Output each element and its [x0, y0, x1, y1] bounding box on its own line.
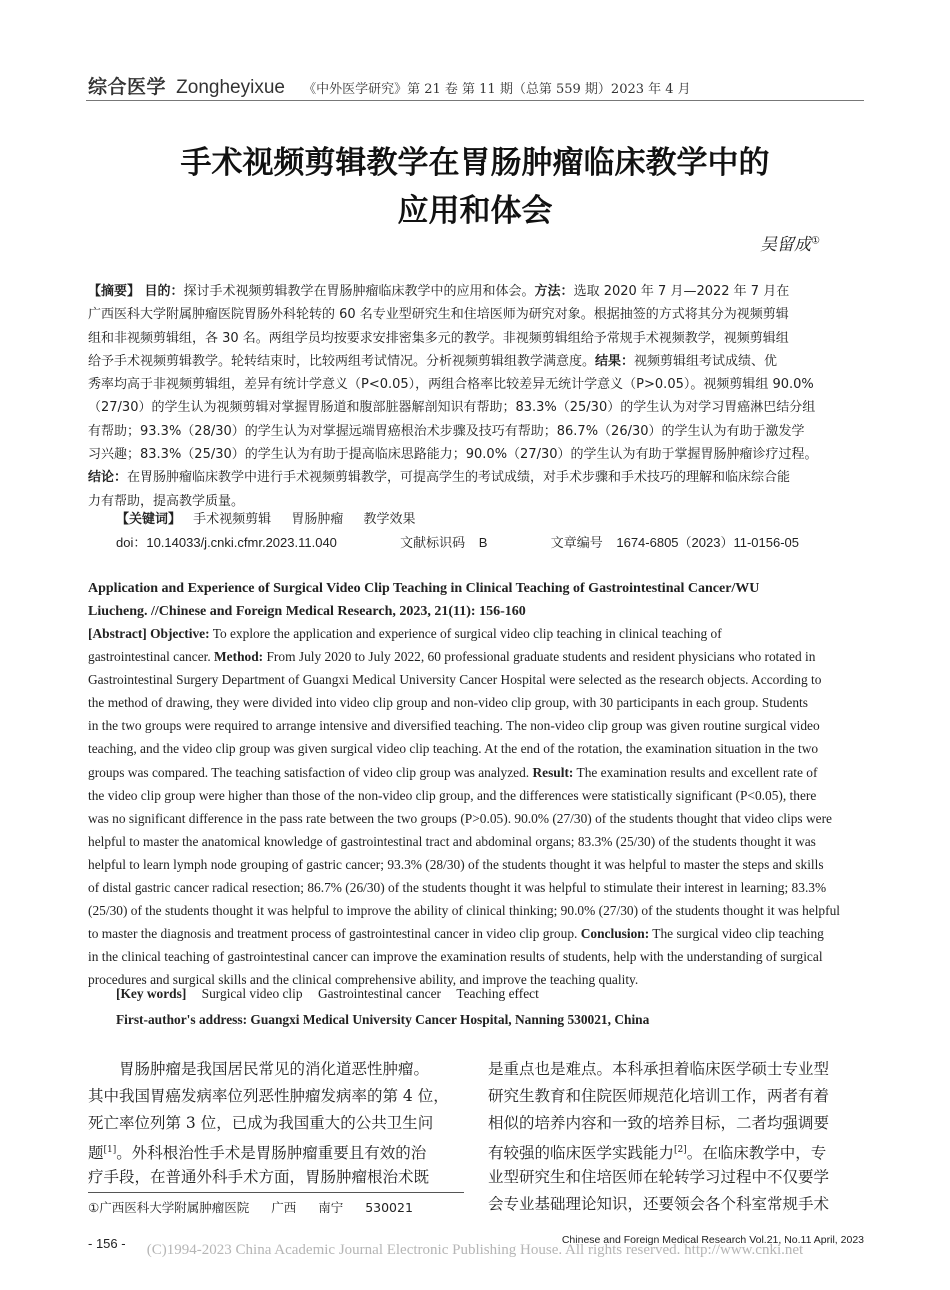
abstract-cn-line-9: 结论：在胃肠肿瘤临床教学中进行手术视频剪辑教学，可提高学生的考试成绩，对手术步骤和手术技巧的理解和临床综合能 — [88, 470, 791, 486]
keyword-cn-2: 胃肠肿瘤 — [291, 512, 344, 527]
abstract-en-line-8: the video clip group were higher than those of the non-video clip group, and the differences were statistically significant (P<0.05), there — [88, 787, 817, 803]
abstract-cn-line-5: 秀率均高于非视频剪辑组，差异有统计学意义（P<0.05），两组合格率比较差异无统计学意义（P>0.05）。视频剪辑组 90.0% — [88, 377, 814, 393]
author-name: 吴留成 — [760, 235, 812, 255]
abstract-en-line-11: helpful to learn lymph node grouping of gastric cancer; 93.3% (28/30) of the students thought it was helpful to master the steps and skills — [88, 856, 824, 872]
running-header — [88, 72, 868, 99]
body-column-right — [488, 1056, 864, 1218]
abstract-cn-line-1: 【摘要】 目的：探讨手术视频剪辑教学在胃肠肿瘤临床教学中的应用和体会。方法：选取 2020 年 7 月—2022 年 7 月在 — [88, 284, 790, 299]
keyword-cn-3: 教学效果 — [363, 512, 416, 527]
abstract-cn-line-6: （27/30）的学生认为视频剪辑对掌握胃肠道和腹部脏器解剖知识有帮助；83.3%（25/30）的学生认为对学习胃癌淋巴结分组 — [88, 400, 816, 416]
body-left-line-3: 死亡率位列第 3 位，已成为我国重大的公共卫生问 — [88, 1114, 434, 1132]
abstract-cn-line-2: 广西医科大学附属肿瘤医院胃肠外科轮转的 60 名专业型研究生和住培医师为研究对象。根据抽签的方式将其分为视频剪辑 — [88, 307, 789, 323]
header-rule — [86, 100, 864, 101]
abstract-en-line-3: Gastrointestinal Surgery Department of Guangxi Medical University Cancer Hospital were selected as the research objects. According to — [88, 672, 822, 688]
body-right-line-1: 是重点也是难点。本科承担着临床医学硕士专业型 — [488, 1060, 830, 1078]
keywords-cn — [116, 508, 431, 527]
section-name-cn: 综合医学 — [88, 76, 167, 98]
keywords-en-label: [Key words] — [116, 986, 187, 1001]
body-left-line-5: 疗手段，在普通外科手术方面，胃肠肿瘤根治术既 — [88, 1168, 430, 1186]
abstract-en — [88, 622, 864, 992]
english-title-line-1: Application and Experience of Surgical Video Clip Teaching in Clinical Teaching of Gastrointestinal Cancer/WU — [88, 581, 760, 596]
keywords-en — [116, 986, 864, 1002]
section-name-en: Zongheyixue — [176, 77, 285, 98]
page-number: - 156 - — [88, 1236, 126, 1251]
citation-ref: [1] — [103, 1145, 117, 1155]
footer-journal-info: Chinese and Foreign Medical Research Vol.21, No.11 April, 2023 — [561, 1234, 864, 1246]
abstract-en-line-9: was no significant difference in the pass rate between the two groups (P>0.05). 90.0% (27/30) of the students thought that video clips were — [88, 810, 832, 826]
article-title-line-1: 手术视频剪辑教学在胃肠肿瘤临床教学中的 — [180, 145, 770, 181]
article-number: 1674-6805（2023）11-0156-05 — [616, 535, 799, 550]
english-title-line-2: Liucheng. //Chinese and Foreign Medical Research, 2023, 21(11): 156-160 — [88, 604, 526, 619]
doi-line — [116, 532, 799, 551]
journal-issue-info: 《中外医学研究》第 21 卷 第 11 期（总第 559 期）2023 年 4 月 — [303, 82, 691, 97]
author — [760, 230, 820, 255]
abstract-en-line-5: in the two groups were required to arrange intensive and diversified teaching. The non-video clip group was given routine surgical video — [88, 718, 820, 734]
abstract-cn-line-10: 力有帮助，提高教学质量。 — [88, 493, 245, 509]
body-column-left — [88, 1056, 464, 1191]
body-right-line-6: 会专业基础理论知识，还要领会各个科室常规手术 — [488, 1195, 830, 1213]
copyright-watermark: (C)1994-2023 China Academic Journal Electronic Publishing House. All rights reserved. http://www.cnki.net — [146, 1242, 804, 1258]
keyword-en-1: Surgical video clip — [201, 986, 303, 1001]
doc-code-label: 文献标识码 — [400, 536, 466, 551]
abstract-en-line-14: to master the diagnosis and treatment process of gastrointestinal cancer in video clip group. Conclusion: The surgical video clip teaching — [88, 926, 824, 942]
keyword-en-2: Gastrointestinal cancer — [317, 986, 442, 1001]
abstract-en-line-15: in the clinical teaching of gastrointestinal cancer can improve the examination results of students, help with the understanding of surgical — [88, 949, 823, 965]
body-left-line-4: 题[1]。外科根治性手术是胃肠肿瘤重要且有效的治 — [88, 1144, 427, 1163]
footnote-province: 广西 — [271, 1200, 297, 1215]
abstract-en-line-4: the method of drawing, they were divided into video clip group and non-video clip group, with 30 participants in each group. Students — [88, 695, 808, 711]
citation-ref: [2] — [674, 1145, 687, 1155]
body-right-line-4: 有较强的临床医学实践能力[2]。在临床教学中，专 — [488, 1144, 827, 1163]
abstract-en-line-16: procedures and surgical skills and the clinical comprehensive ability, and improve the teaching quality. — [88, 972, 639, 988]
body-left-line-2: 其中我国胃癌发病率位列恶性肿瘤发病率的第 4 位， — [88, 1087, 449, 1105]
abstract-en-line-7: groups was compared. The teaching satisfaction of video clip group was analyzed. Result: The examination results and excellent rate of — [88, 764, 818, 780]
body-right-line-3: 相似的培养内容和一致的培养目标，二者均强调要 — [488, 1114, 830, 1132]
footnote-affiliation: ①广西医科大学附属肿瘤医院 — [88, 1200, 250, 1215]
body-left-line-1: 胃肠肿瘤是我国居民常见的消化道恶性肿瘤。 — [88, 1060, 430, 1078]
abstract-en-line-13: (25/30) of the students thought it was helpful to improve the ability of clinical thinking; 90.0% (27/30) of the students thought it was helpful — [88, 903, 840, 919]
body-right-line-2: 研究生教育和住院医师规范化培训工作，两者有着 — [488, 1087, 830, 1105]
footnote-postcode: 530021 — [365, 1200, 413, 1215]
abstract-en-line-1: [Abstract] Objective: To explore the application and experience of surgical video clip teaching in clinical teaching of — [88, 626, 722, 641]
english-title — [88, 577, 864, 623]
doi: doi：10.14033/j.cnki.cfmr.2023.11.040 — [116, 535, 337, 550]
keywords-cn-label: 【关键词】 — [116, 512, 182, 527]
first-author-address: First-author's address: Guangxi Medical University Cancer Hospital, Nanning 530021, China — [116, 1012, 650, 1027]
abstract-en-line-10: helpful to master the anatomical knowledge of gastrointestinal tract and abdominal organs; 83.3% (25/30) of the students thought it was — [88, 833, 816, 849]
footnote-city: 南宁 — [318, 1200, 344, 1215]
abstract-en-line-2: gastrointestinal cancer. Method: From July 2020 to July 2022, 60 professional graduate students and resident physicians who rotated in — [88, 649, 816, 665]
doc-code: B — [478, 535, 488, 550]
article-number-label: 文章编号 — [550, 536, 603, 551]
body-right-line-5: 业型研究生和住培医师在轮转学习过程中不仅要学 — [488, 1168, 830, 1186]
author-affiliation-marker: ① — [811, 235, 820, 247]
abstract-cn-line-3: 组和非视频剪辑组，各 30 名。两组学员均按要求安排密集多元的教学。非视频剪辑组给予常规手术视频教学，视频剪辑组 — [88, 330, 789, 346]
abstract-cn-line-4: 给予手术视频剪辑教学。轮转结束时，比较两组考试情况。分析视频剪辑组教学满意度。结果：视频剪辑组考试成绩、优 — [88, 353, 778, 369]
keyword-cn-1: 手术视频剪辑 — [193, 512, 272, 527]
abstract-en-line-6: teaching, and the video clip group was given surgical video clip teaching. At the end of the rotation, the examination situation in the two — [88, 741, 819, 757]
abstract-en-line-12: of distal gastric cancer radical resection; 86.7% (26/30) of the students thought it was helpful to stimulate their interest in learning; 83.3% — [88, 880, 827, 896]
abstract-cn — [88, 280, 864, 513]
keyword-en-3: Teaching effect — [456, 986, 539, 1001]
abstract-cn-line-8: 习兴趣；83.3%（25/30）的学生认为有助于提高临床思路能力；90.0%（27/30）的学生认为有助于掌握胃肠肿瘤诊疗过程。 — [88, 447, 818, 463]
abstract-cn-line-7: 有帮助；93.3%（28/30）的学生认为对掌握远端胃癌根治术步骤及技巧有帮助；86.7%（26/30）的学生认为有助于激发学 — [88, 423, 805, 439]
footnote-rule — [88, 1192, 464, 1193]
footnote — [88, 1198, 431, 1216]
article-title-line-2: 应用和体会 — [397, 193, 553, 229]
